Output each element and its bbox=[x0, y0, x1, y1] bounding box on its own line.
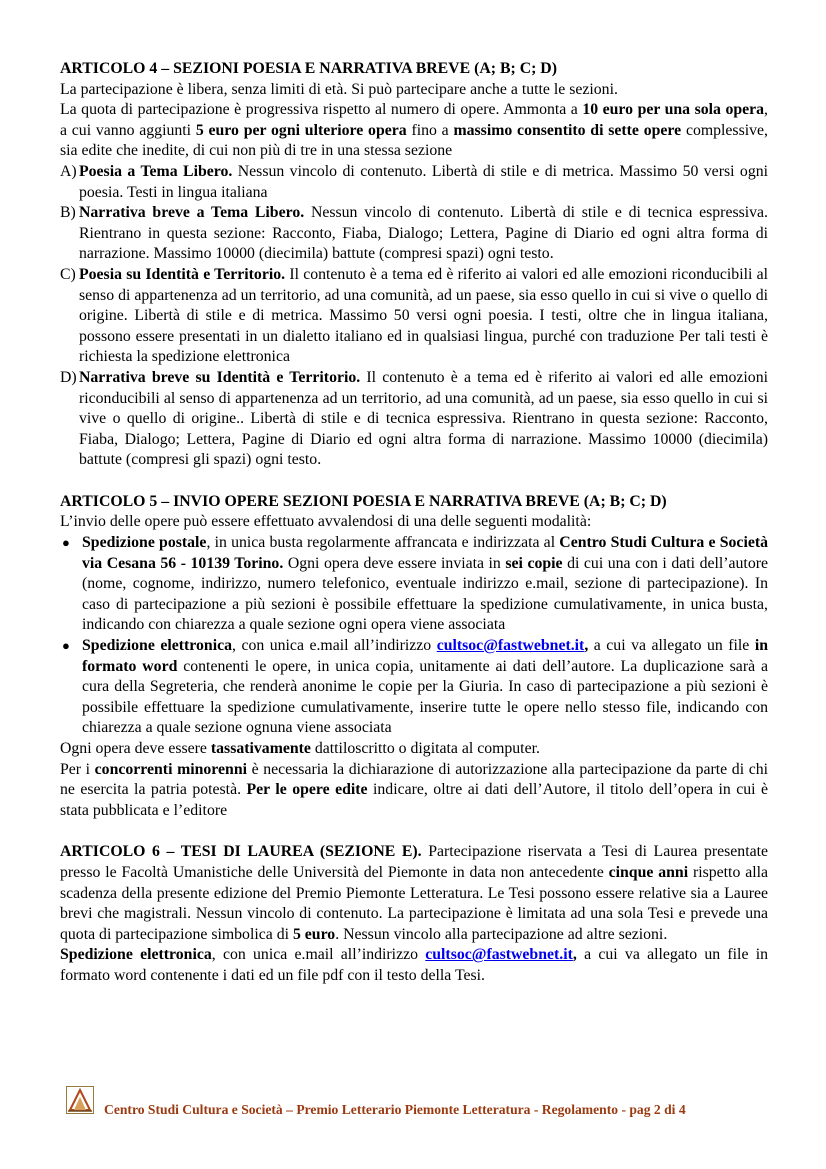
article-6-paragraph-1: ARTICOLO 6 – TESI DI LAUREA (SEZIONE E). Partecipazione riservata a Tesi di Laurea presentate presso le Facoltà Umanistiche delle Università del Piemonte in data non antecedente cinque anni rispetto alla scadenza della presente edizione del Premio Piemonte Letteratura. Le Tesi possono essere relative sia a Lauree brevi che magistrali. Nessun vincolo di contenuto. La partecipazione è limitata ad una sola Tesi e prevede una quota di partecipazione simbolica di 5 euro. Nessun vincolo alla partecipazione ad altre sezioni. bbox=[60, 843, 768, 943]
email-link[interactable]: cultsoc@fastwebnet.it bbox=[425, 946, 573, 964]
page-footer bbox=[66, 1080, 768, 1120]
article-5-title: ARTICOLO 5 – INVIO OPERE SEZIONI POESIA E NARRATIVA BREVE (A; B; C; D) bbox=[60, 492, 667, 510]
section-label: C) bbox=[60, 265, 76, 283]
bullet-icon: ● bbox=[62, 638, 70, 654]
footer-text: Centro Studi Cultura e Società – Premio Letterario Piemonte Letteratura - Regolamento - pag 2 di 4 bbox=[104, 1102, 686, 1117]
section-heading: Poesia su Identità e Territorio. bbox=[79, 265, 286, 283]
article-6-paragraph-2: Spedizione elettronica, con unica e.mail all’indirizzo cultsoc@fastwebnet.it, a cui va allegato un file in formato word contenente i dati ed un file pdf con il testo della Tesi. bbox=[60, 946, 768, 984]
bullet-electronic-shipping: ● Spedizione elettronica, con unica e.mail all’indirizzo cultsoc@fastwebnet.it, a cui va allegato un file in formato word contenenti le opere, in unica copia, unitamente ai dati dell’autore. La duplicazione sarà a cura della Segreteria, che renderà anonime le copie per la Giuria. In caso di partecipazione a più sezioni è possibile effettuare la spedizione cumulativamente, inserire tutte le opere nello stesso file, indicando con chiarezza a quale sezione ognuna viene associata bbox=[62, 637, 768, 737]
section-heading: Narrativa breve a Tema Libero. bbox=[79, 204, 305, 222]
section-heading: Narrativa breve su Identità e Territorio. bbox=[79, 368, 361, 386]
centro-studi-logo-icon bbox=[66, 1086, 94, 1114]
section-label: A) bbox=[60, 162, 77, 180]
article-4-paragraph-2: La quota di partecipazione è progressiva rispetto al numero di opere. Ammonta a 10 euro per una sola opera, a cui vanno aggiunti 5 euro per ogni ulteriore opera fino a massimo consentito di sette opere complessive, sia edite che inedite, di cui non più di tre in una stessa sezione bbox=[60, 101, 768, 160]
section-label: B) bbox=[60, 204, 76, 222]
article-5-typed-note: Ogni opera deve essere tassativamente dattiloscritto o digitata al computer. bbox=[60, 740, 540, 757]
article-6-title: ARTICOLO 6 – TESI DI LAUREA (SEZIONE E). bbox=[60, 843, 422, 861]
article-5-minors-note: Per i concorrenti minorenni è necessaria la dichiarazione di autorizzazione alla partecipazione da parte di chi ne esercita la patria potestà. Per le opere edite indicare, oltre ai dati dell’Autore, il titolo dell’opera in cui è stata pubblicata e l’editore bbox=[60, 760, 768, 819]
document-page bbox=[60, 59, 768, 987]
article-5-intro: L’invio delle opere può essere effettuato avvalendosi di una delle seguenti modalità: bbox=[60, 513, 592, 531]
section-label: D) bbox=[60, 368, 77, 386]
section-heading: Poesia a Tema Libero. bbox=[79, 162, 233, 180]
section-item-c: C) Poesia su Identità e Territorio. Il contenuto è a tema ed è riferito ai valori ed alle emozioni riconducibili al senso di appartenenza ad un territorio, ad una comunità, ad un paese, sia esso quello in cui si vive o quello di origine. Libertà di stile e di metrica. Massimo 50 versi ogni poesia. I testi, oltre che in lingua italiana, possono essere presentati in un dialetto italiano ed in qualsiasi lingua, purché con traduzione Per tali testi è richiesta la spedizione elettronica bbox=[60, 265, 768, 366]
article-4-paragraph-1: La partecipazione è libera, senza limiti di età. Si può partecipare anche a tutte le sezioni. bbox=[60, 80, 618, 98]
bullet-icon: ● bbox=[62, 535, 70, 551]
section-item-d: D) Narrativa breve su Identità e Territorio. Il contenuto è a tema ed è riferito ai valori ed alle emozioni riconducibili al senso di appartenenza ad un territorio, ad una comunità, ad un paese, sia esso quello in cui si vive o quello di origine.. Libertà di stile e di tecnica espressiva. Rientrano in questa sezione: Racconto, Fiaba, Dialogo; Lettera, Pagine di Diario ed ogni altra forma di narrazione. Massimo 10000 (diecimila) battute (compresi gli spazi) ogni testo. bbox=[60, 368, 768, 469]
section-item-a: A) Poesia a Tema Libero. Nessun vincolo di contenuto. Libertà di stile e di metrica. Massimo 50 versi ogni poesia. Testi in lingua italiana bbox=[60, 162, 768, 201]
article-4-title: ARTICOLO 4 – SEZIONI POESIA E NARRATIVA BREVE (A; B; C; D) bbox=[60, 60, 557, 77]
bullet-postal-shipping: ● Spedizione postale, in unica busta regolarmente affrancata e indirizzata al Centro Studi Cultura e Società via Cesana 56 - 10139 Torino. Ogni opera deve essere inviata in sei copie di cui una con i dati dell’autore (nome, cognome, indirizzo, numero telefonico, eventuale indirizzo e.mail, sezione di partecipazione). In caso di partecipazione a più sezioni è possibile effettuare la spedizione cumulativamente, in unica busta, indicando con chiarezza a quale sezione ogni opera viene associata bbox=[62, 534, 768, 634]
email-link[interactable]: cultsoc@fastwebnet.it bbox=[436, 637, 585, 655]
section-item-b: B) Narrativa breve a Tema Libero. Nessun vincolo di contenuto. Libertà di stile e di tecnica espressiva. Rientrano in questa sezione: Racconto, Fiaba, Dialogo; Lettera, Pagine di Diario ed ogni altra forma di narrazione. Massimo 10000 (diecimila) battute (compresi spazi) ogni testo. bbox=[60, 204, 769, 263]
